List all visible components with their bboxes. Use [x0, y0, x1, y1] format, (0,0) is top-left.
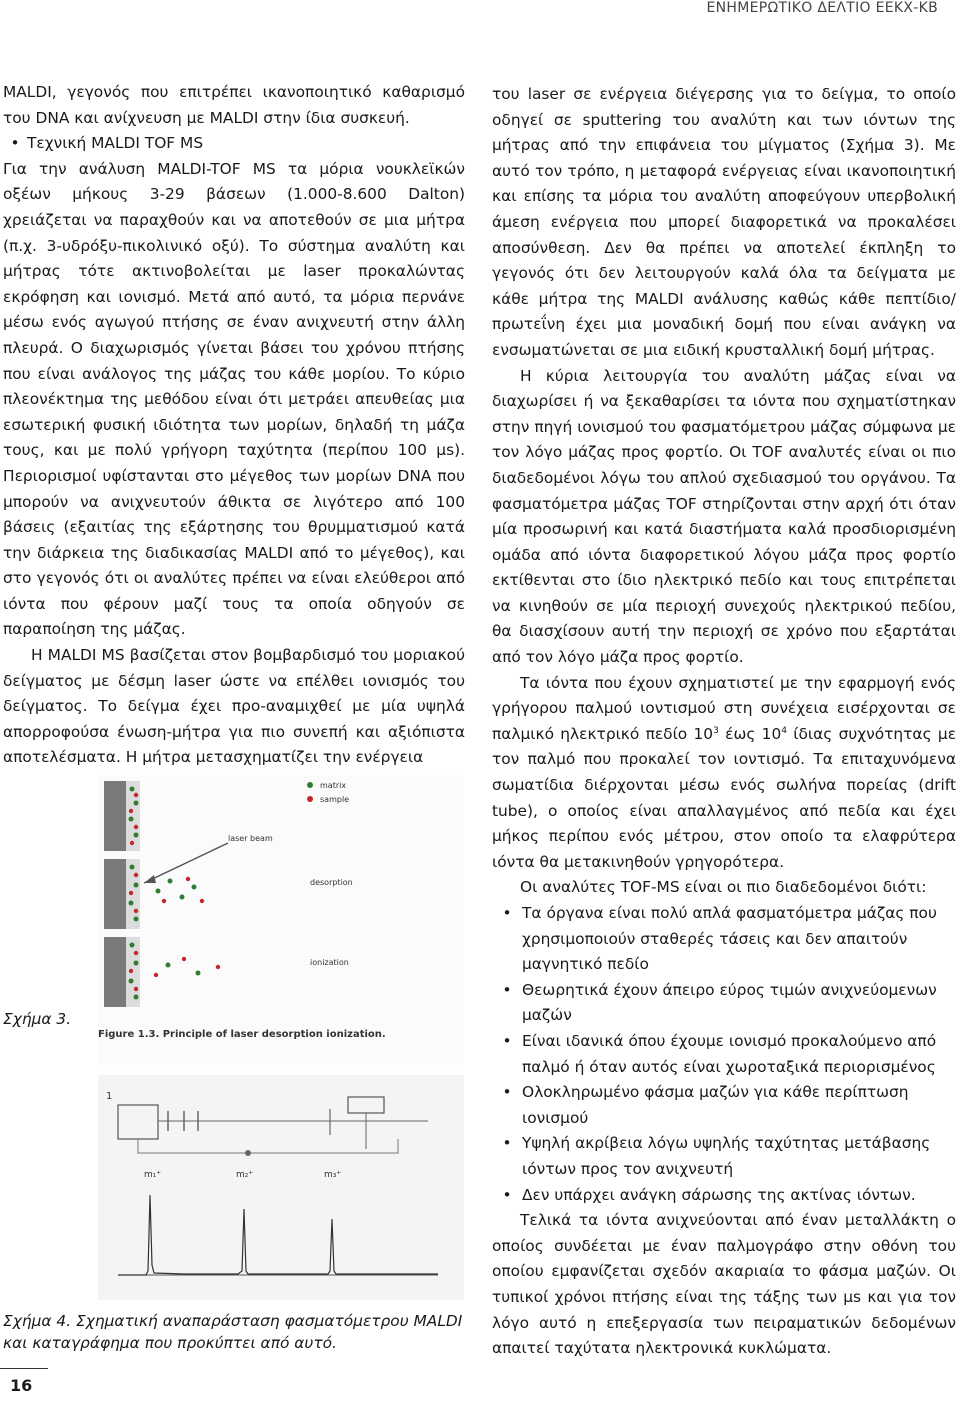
paragraph: MALDI, γεγονός που επιτρέπει ικανοποιητικό καθαρισμό του DNA και ανίχνευση με MALDI στην ίδια συσκευή.: [3, 83, 465, 127]
bullet-icon: •: [502, 1031, 512, 1050]
legend-matrix: matrix: [320, 781, 347, 790]
paragraph: Για την ανάλυση MALDI-TOF MS τα μόρια νουκλεϊκών οξέων μήκους 3-29 βάσεων (1.000-8.600 Dalton) χρειάζεται να παραχθούν και να αποτεθούν σε μια μήτρα (π.χ. 3-υδρόξυ-πικολινικό οξύ). Το σύστημα αναλύτη και μήτρας τότε ακτινοβολείται με laser προκαλώντας εκρόφηση και ιονισμό. Μετά από αυτό, τα μόρια περνάνε μέσω ενός αγωγού πτήσης σε έναν ανιχνευτή στην άλλη πλευρά. Ο διαχωρισμός γίνεται βάσει του χρόνου πτήσης που είναι ανάλογος της μάζας του κάθε μορίου. Το κύριο πλεονέκτημα της μεθόδου είναι ότι μετράει απευθείας μια εσωτερική φυσική ιδιότητα των μορίων, δηλαδή τη μάζα τους, και με πολύ γρήγορη ταχύτητα (περίπου 100 μs). Περιορισμοί υφίστανται στο μέγεθος των μορίων DNA που μπορούν να ανιχνευτούν άθικτα σε λιγότερο από 100 βάσεις (εξαιτίας της εξάρτησης του θρυμματισμού κατά την διάρκεια της διαδικασίας MALDI από το μέγεθος), και στο γεγονός ότι οι αναλύτες πρέπει να είναι ελεύθεροι από ιόντα που φέρουν μαζί τους τα οποία οδηγούν σε παραποίηση της μάζας.: [3, 159, 465, 639]
peak-label-2: m₂⁺: [236, 1170, 254, 1180]
desorption-label: desorption: [310, 878, 353, 887]
ionization-label: ionization: [310, 958, 349, 967]
bullet-item: • Είναι ιδανικά όπου έχουμε ιονισμό προκαλούμενο από παλμό ή όταν αυτός είναι χωροταξικά περιορισμένος: [492, 1029, 956, 1080]
page-number-rule: [0, 1368, 48, 1369]
paragraph: του laser σε ενέργεια διέγερσης για το δείγμα, το οποίο οδηγεί σε sputtering του αναλύτη και των ιόντων της μήτρας από την επιφάνεια του μίγματος (Σχήμα 3). Με αυτό τον τρόπο, η μεταφορά ενέργειας είναι ικανοποιητική και επίσης τα μόρια του αναλύτη αποφεύγουν υπερβολική άμεση ενέργεια που μπορεί διαφορετικά να προκαλέσει αποσύνθεση. Δεν θα πρέπει να αποτελεί έκπληξη το γεγονός ότι δεν λειτουργούν καλά όλα τα δείγματα με κάθε μήτρα της MALDI ανάλυσης καθώς κάθε πεπτίδιο/πρωτεΐνη έχει μια μοναδική δομή που είναι ανάγκη να ενσωματώνεται σε μια ειδική κρυσταλλική δομή μήτρας.: [492, 85, 956, 359]
peak-label-1: m₁⁺: [144, 1170, 162, 1180]
bullet-icon: •: [502, 1185, 512, 1204]
left-column: [3, 80, 465, 771]
bullet-icon: •: [502, 980, 512, 999]
bullet-icon: •: [10, 134, 20, 153]
bullet-icon: •: [502, 1134, 512, 1153]
laser-beam-label: laser beam: [228, 834, 273, 843]
bullet-text: Τεχνική MALDI TOF MS: [27, 134, 204, 153]
legend-sample: sample: [320, 795, 350, 804]
paragraph: Η κύρια λειτουργία του αναλύτη μάζας είναι να διαχωρίσει ή να ξεκαθαρίσει τα ιόντα που σχηματίστηκαν στην πηγή ιονισμού του φασματόμετρου μάζας σύμφωνα με τον λόγο μάζας προς φορτίο. Οι TOF αναλυτές είναι οι πιο διαδεδομένοι λόγω του απλού σχεδιασμού του οργάνου. Τα φασματόμετρα μάζας TOF στηρίζονται στην αρχή ότι όταν μία προσωρινή και κατά διαστήματα καλά προσδιορισμένη ομάδα από ιόντα διαφορετικού λόγου μάζα προς φορτίο εκτίθενται στο ίδιο ηλεκτρικό πεδίο και τους επιτρέπεται να κινηθούν σε μία περιοχή συνεχούς ηλεκτρικού πεδίου, θα διασχίσουν αυτή την περιοχή σε χρόνο που εξαρτάται από τον λόγο μάζα προς φορτίο.: [492, 366, 956, 667]
figure-4-diagram: [98, 1075, 464, 1300]
bullet-item: • Θεωρητικά έχουν άπειρο εύρος τιμών ανιχνεύομενων μαζών: [492, 978, 956, 1029]
bullet-item: • Δεν υπάρχει ανάγκη σάρωσης της ακτίνας ιόντων.: [492, 1183, 956, 1209]
paragraph: Η MALDI MS βασίζεται στον βομβαρδισμό του μοριακού δείγματος με δέσμη laser ώστε να επέλθει ιονισμός του δείγματος. Το δείγμα έχει προ-αναμιχθεί με μία υψηλά απορροφούσα ένωση-μήτρα για πιο συνεπή και αξιόπιστα αποτελέσματα. Η μήτρα μετασχηματίζει την ενέργεια: [3, 646, 465, 767]
bullet-item: • Τα όργανα είναι πολύ απλά φασματόμετρα μάζας που χρησιμοποιούν σταθερές τάσεις και δεν απαιτούν μαγνητικό πεδίο: [492, 901, 956, 978]
page-number: 16: [10, 1376, 33, 1395]
figure-3-diagram: [98, 775, 464, 1065]
figure-4-number: 1: [106, 1091, 113, 1102]
paragraph: Οι αναλύτες TOF-MS είναι οι πιο διαδεδομένοι διότι:: [520, 878, 927, 897]
bullet-item: • Υψηλή ακρίβεια λόγω υψηλής ταχύτητας μετάβασης ιόντων προς τον ανιχνευτή: [492, 1131, 956, 1182]
sample-plate-1: [104, 781, 140, 851]
paragraph: Τα ιόντα που έχουν σχηματιστεί με την εφαρμογή ενός γρήγορου παλμού ιοντισμού στη συνέχεια εισέρχονται σε παλμικό ηλεκτρικό πεδίο $10^3$ έως $10^4$ ίδιας συχνότητας με τον παλμό που προκαλεί τον ιοντισμό. Τα επιταχυνόμενα σωματίδια διέρχονται μέσω ενός σωλήνα πορείας (drift tube), ο οποίος είναι απαλλαγμένος από πεδία και έχει μήκος περίπου ενός μέτρου, στον οποίο τα ελαφρύτερα ιόντα θα μετακινηθούν γρηγορότερα.: [492, 673, 957, 871]
paragraph: Τελικά τα ιόντα ανιχνεύονται από έναν μεταλλάκτη ο οποίος συνδέεται με έναν παλμογράφο στην οθόνη του οποίου εμφανίζεται σχεδόν ακαριαία το φάσμα μαζών. Οι τυπικοί χρόνοι πτήσης είναι της τάξης των μs και για τον λόγο αυτό η επεξεργασία των πειραματικών δεδομένων απαιτεί ταχύτατα ηλεκτρονικά κυκλώματα.: [492, 1211, 956, 1358]
bullet-icon: •: [502, 1083, 512, 1102]
bullet-icon: •: [502, 904, 512, 922]
running-title: ΕΝΗΜΕΡΩΤΙΚΟ ΔΕΛΤΙΟ ΕΕΚΧ-ΚΒ: [706, 0, 938, 16]
bullet-item: • Ολοκληρωμένο φάσμα μαζών για κάθε περίπτωση ιονισμού: [492, 1080, 956, 1131]
figure-4-caption: Σχήμα 4. Σχηματική αναπαράσταση φασματόμετρου MALDI και καταγράφημα που προκύπτει από αυτό.: [3, 1312, 463, 1352]
peak-label-3: m₃⁺: [324, 1170, 342, 1180]
figure-3-label: Σχήμα 3.: [3, 1010, 72, 1028]
bullet-item: [3, 131, 465, 157]
right-column: [492, 82, 956, 1362]
figure-3-caption: Figure 1.3. Principle of laser desorption ionization.: [98, 1029, 386, 1040]
